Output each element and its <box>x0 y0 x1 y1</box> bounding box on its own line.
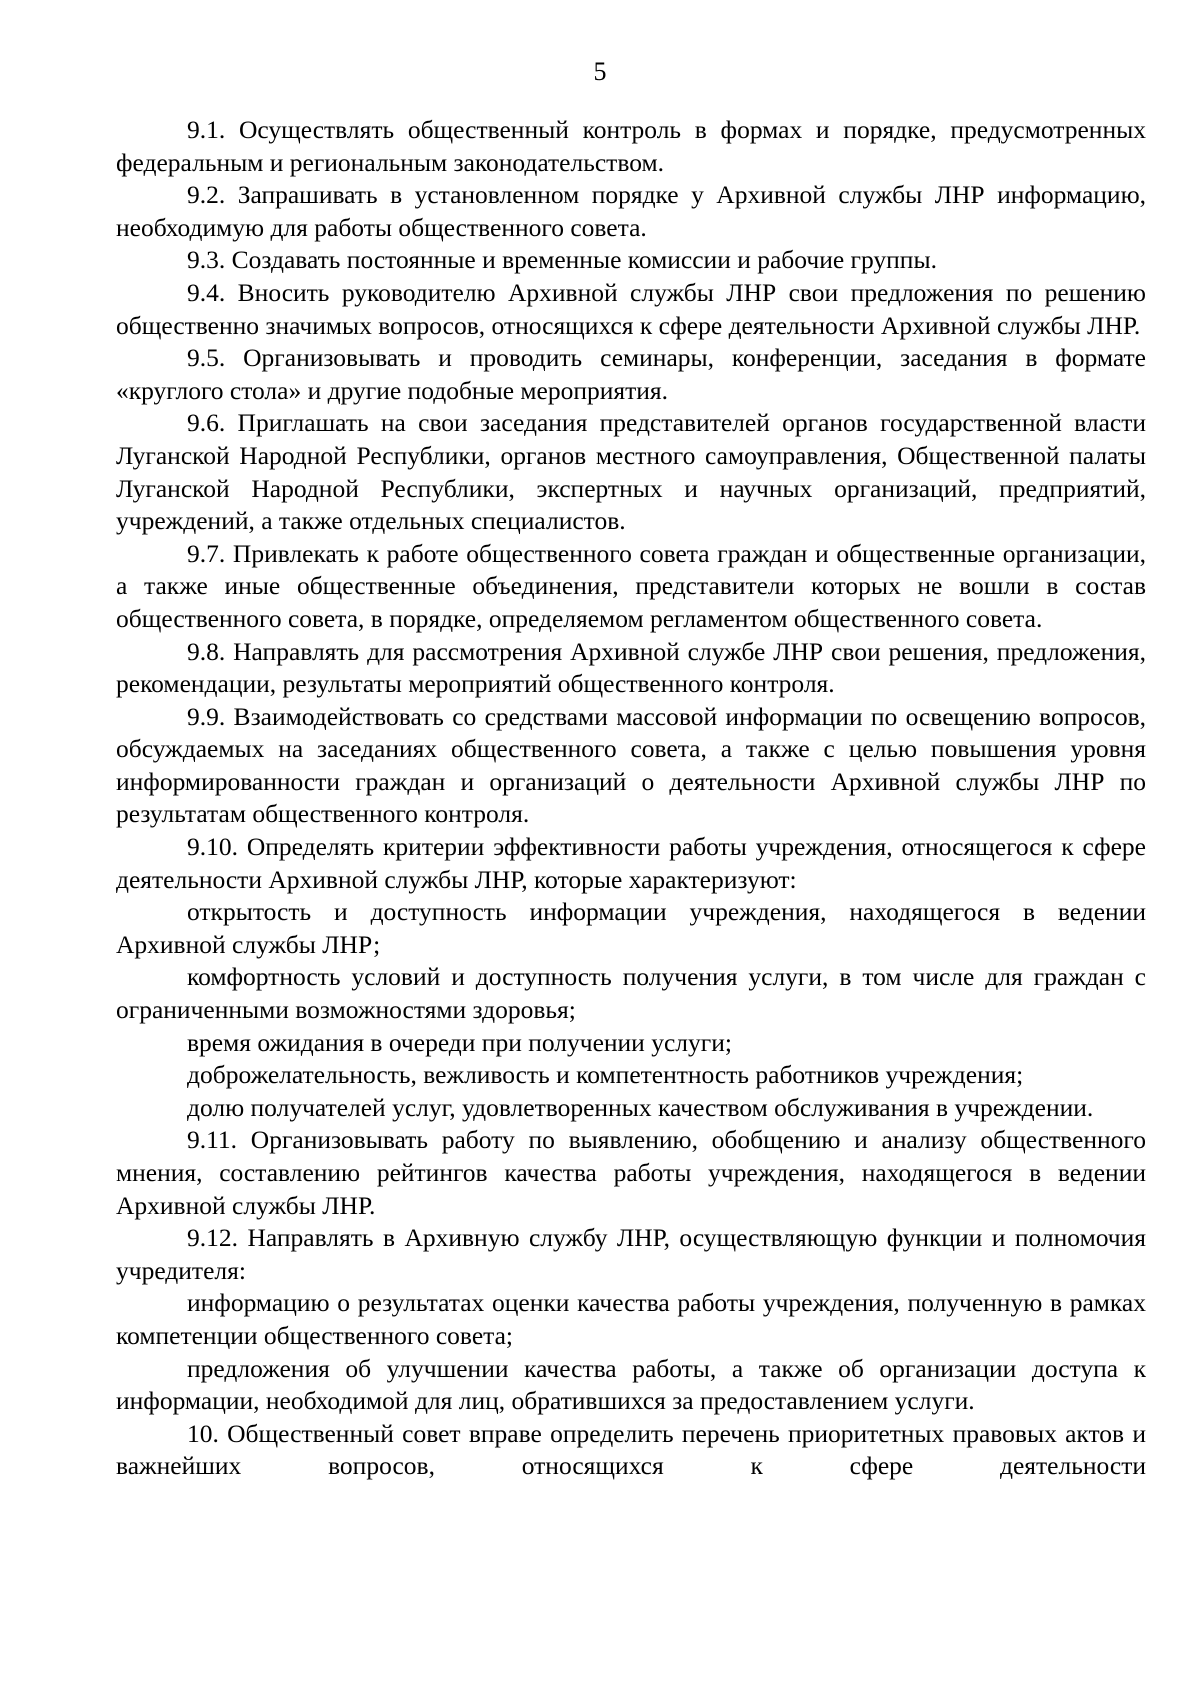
list-item-improvement-proposals: предложения об улучшении качества работы, а также об организации доступа к информации, необходимой для лиц, обратившихся за предоставлением услуги. <box>116 1353 1146 1416</box>
paragraph-9-4: 9.4. Вносить руководителю Архивной службы ЛНР свои предложения по решению общественно значимых вопросов, относящихся к сфере деятельности Архивной службы ЛНР. <box>116 277 1146 340</box>
paragraph-9-11: 9.11. Организовывать работу по выявлению, обобщению и анализу общественного мнения, составлению рейтингов качества работы учреждения, находящегося в ведении Архивной службы ЛНР. <box>116 1125 1146 1220</box>
paragraph-9-10: 9.10. Определять критерии эффективности работы учреждения, относящегося к сфере деятельности Архивной службы ЛНР, которые характеризуют: <box>116 832 1146 894</box>
document-body <box>116 114 1146 1483</box>
paragraph-10: 10. Общественный совет вправе определить перечень приоритетных правовых актов и важнейших вопросов, относящихся к сфере деятельности <box>116 1418 1146 1481</box>
paragraph-9-2: 9.2. Запрашивать в установленном порядке у Архивной службы ЛНР информацию, необходимую для работы общественного совета. <box>116 180 1146 242</box>
page-number: 5 <box>593 57 607 86</box>
paragraph-9-12: 9.12. Направлять в Архивную службу ЛНР, осуществляющую функции и полномочия учредителя: <box>116 1223 1146 1285</box>
paragraph-9-6: 9.6. Приглашать на свои заседания представителей органов государственной власти Луганской Народной Республики, органов местного самоуправления, Общественной палаты Луганской Народной Республики, экспертных и научных организаций, предприятий, учреждений, а также отдельных специалистов. <box>116 408 1146 536</box>
list-item-openness: открытость и доступность информации учреждения, находящегося в ведении Архивной службы ЛНР; <box>116 897 1146 959</box>
list-item-assessment-info: информацию о результатах оценки качества работы учреждения, полученную в рамках компетенции общественного совета; <box>116 1288 1146 1350</box>
list-item-comfort: комфортность условий и доступность получения услуги, в том числе для граждан с ограниченными возможностями здоровья; <box>116 962 1146 1025</box>
paragraph-9-8: 9.8. Направлять для рассмотрения Архивной службе ЛНР свои решения, предложения, рекомендации, результаты мероприятий общественного контроля. <box>116 636 1146 699</box>
paragraph-9-1: 9.1. Осуществлять общественный контроль в формах и порядке, предусмотренных федеральным и региональным законодательством. <box>116 115 1146 177</box>
list-item-staff-courtesy: доброжелательность, вежливость и компетентность работников учреждения; <box>187 1060 1024 1090</box>
paragraph-9-3: 9.3. Создавать постоянные и временные комиссии и рабочие группы. <box>187 245 937 275</box>
paragraph-9-5: 9.5. Организовывать и проводить семинары, конференции, заседания в формате «круглого стола» и другие подобные мероприятия. <box>116 343 1146 405</box>
list-item-satisfied-share: долю получателей услуг, удовлетворенных качеством обслуживания в учреждении. <box>187 1092 1094 1122</box>
paragraph-9-7: 9.7. Привлекать к работе общественного совета граждан и общественные организации, а также иные общественные объединения, представители которых не вошли в состав общественного совета, в порядке, определяемом регламентом общественного совета. <box>116 538 1146 633</box>
paragraph-9-9: 9.9. Взаимодействовать со средствами массовой информации по освещению вопросов, обсуждаемых на заседаниях общественного совета, а также с целью повышения уровня информированности граждан и организаций о деятельности Архивной службы ЛНР по результатам общественного контроля. <box>116 701 1146 829</box>
list-item-waiting-time: время ожидания в очереди при получении услуги; <box>187 1027 732 1057</box>
